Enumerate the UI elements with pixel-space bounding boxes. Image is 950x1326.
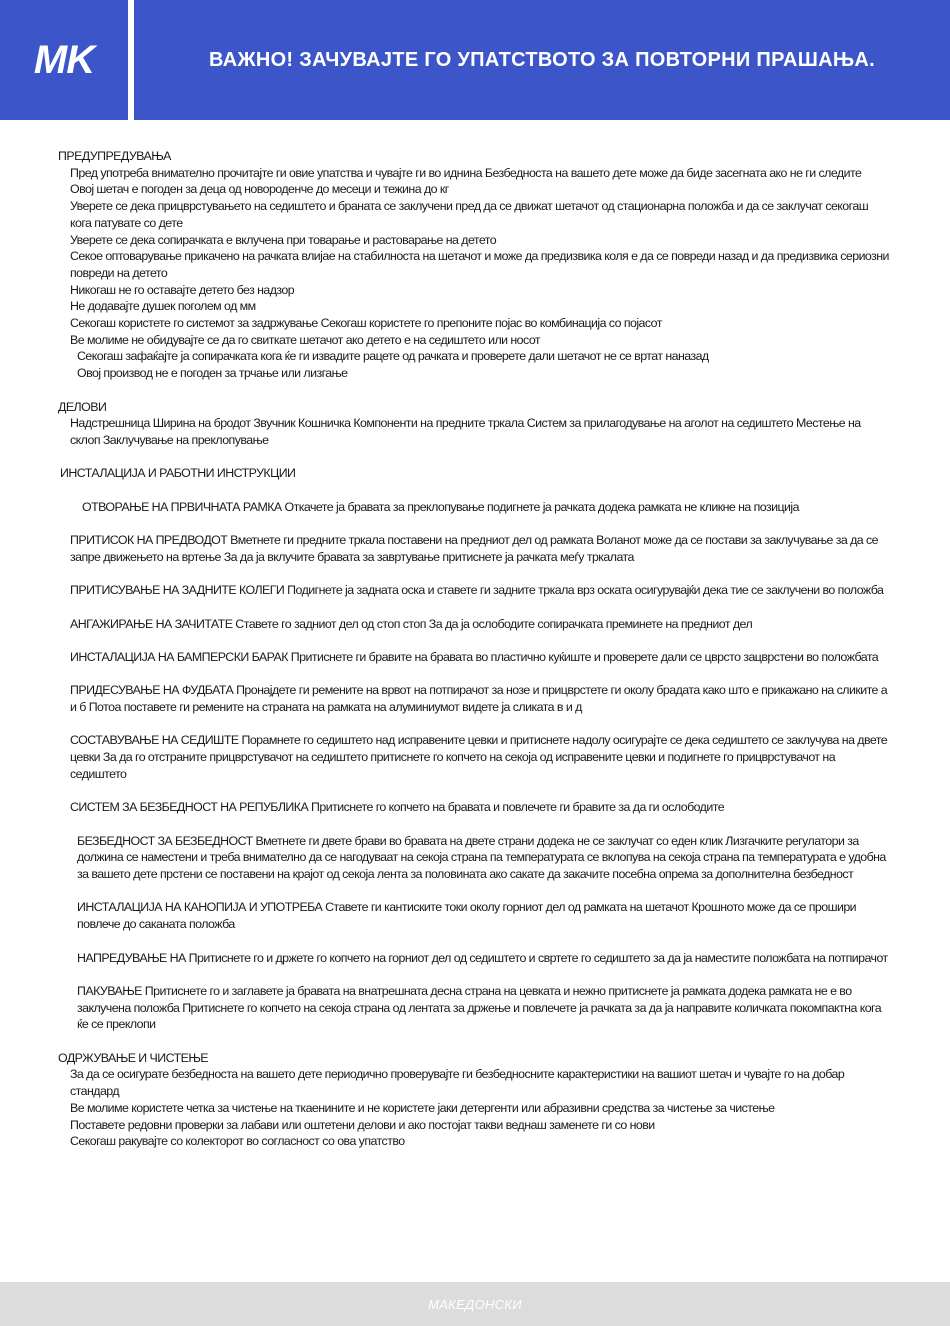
warning-item: Уверете се дека прицврстувањето на седиштето и браната се заклучени пред да се движат шетачот од стационарна положба и да се заклучат секогаш кога патувате со дете	[70, 199, 869, 230]
warning-item: Ве молиме не обидувајте се да го свиткате шетачот ако детето е на седиштето или носот	[70, 332, 541, 347]
instruction-item: АНГАЖИРАЊЕ НА ЗАЧИТАТЕ Ставете го задниот дел од стоп стоп За да ја ослободите сопирачката преминете на предниот дел	[70, 616, 753, 631]
warning-item: Пред употреба внимателно прочитајте ги овие упатства и чувајте ги во иднина Безбедноста на вашето дете може да биде засегната ако не ги следите	[70, 165, 862, 180]
section-heading-parts: ДЕЛОВИ	[58, 399, 107, 414]
instruction-item: БЕЗБЕДНОСТ ЗА БЕЗБЕДНОСТ Вметнете ги двете брави во бравата на двете страни додека не се заклучат со еден клик Лизгачките регулатори за должина се наместени и треба внимателно да се нагодуваат на секоја страна па температурата се вклопува на секоја страна па температурата е удобна за вашето дете прстени се поставени на крајот од секоја лента за половината ако сакате да закачите посебна опрема за дополнителна безбедност	[77, 833, 886, 882]
instruction-item: ИНСТАЛАЦИЈА НА КАНОПИЈА И УПОТРЕБА Ставете ги кантиските токи околу горниот дел од рамката на шетачот Крошното може да се прошири повлече до саканата положба	[77, 900, 857, 932]
maintenance-item: Секогаш ракувајте со колекторот во согласност со ова упатство	[70, 1134, 405, 1149]
page-header	[0, 0, 950, 120]
header-title-bar	[134, 0, 950, 120]
header-title: ВАЖНО! ЗАЧУВАЈТЕ ГО УПАТСТВОТО ЗА ПОВТОРНИ ПРАШАЊА.	[208, 48, 876, 71]
warning-item: Не додавајте душек поголем од мм	[70, 299, 256, 314]
language-code-badge	[0, 0, 128, 120]
instruction-item: ПРИДЕСУВАЊЕ НА ФУДБАТА Пронајдете ги ремените на врвот на потпирачот за нозе и прицврстете ги околу брадата како што е прикажано на сликите а и б Потоа поставете ги ремените на страната на рамката на алуминиумот видете ја сликата в и д	[70, 683, 888, 715]
instruction-item: ОТВОРАЊЕ НА ПРВИЧНАТА РАМКА Откачете ја бравата за преклопување подигнете ја рачката додека рамката не кликне на позиција	[82, 499, 799, 514]
maintenance-item: За да се осигурате безбедноста на вашето дете периодично проверувајте ги безбедносните карактеристики на вашиот шетач и чувајте го на добар стандард	[70, 1067, 845, 1099]
instruction-item: СОСТАВУВАЊЕ НА СЕДИШТЕ Порамнете го седиштето над исправените цевки и притиснете надолу осигурајте се дека седиштето се заклучува на двете цевки За да го отстраните прицврстувачот на седиштето притиснете го копчето на секоја од исправените цевки и подигнете го прицврстувачот на седиштето	[70, 733, 888, 781]
footer-language-label: МАКЕДОНСКИ	[428, 1296, 522, 1312]
maintenance-item: Ве молиме користете четка за чистење на ткаенините и не користете јаки детергенти или абразивни средства за чистење за чистење	[70, 1100, 775, 1115]
warning-item: Секое оптоварување прикачено на рачката влијае на стабилноста на шетачот и може да предизвика коля е да се повреди назад и да предизвика сериозни повреди на детето	[70, 249, 889, 280]
section-heading-instructions: ИНСТАЛАЦИЈА И РАБОТНИ ИНСТРУКЦИИ	[60, 466, 296, 481]
language-code: MK	[33, 37, 95, 82]
instruction-item: ПАКУВАЊЕ Притиснете го и заглавете ја бравата на внатрешната десна страна на цевката и нежно притиснете ја рамката додека рамката не е во заклучена положба Притиснете го копчето на секоја страна од лентата за држење и повлечете ја рачката за да ја направите количката покомпактна кога ќе се преклопи	[77, 983, 882, 1032]
instruction-item: СИСТЕМ ЗА БЕЗБЕДНОСТ НА РЕПУБЛИКА Притиснете го копчето на бравата и повлечете ги бравите за да ги ослободите	[70, 800, 725, 815]
parts-list: Надстрешница Ширина на бродот Звучник Кошничка Компоненти на предните тркала Систем за прилагодување на аголот на седиштето Местење на склоп Заклучување на преклопување	[70, 416, 861, 447]
warning-item: Овој шетач е погоден за деца од новороденче до месеци и тежина до кг	[70, 182, 449, 197]
warning-item: Овој производ не е погоден за трчање или лизгање	[77, 366, 348, 381]
document-body	[58, 148, 892, 1150]
warning-item: Никогаш не го оставајте детето без надзор	[70, 282, 295, 297]
instruction-item: ПРИТИСОК НА ПРЕДВОДОТ Вметнете ги предните тркала поставени на предниот дел од рамката Воланот може да се постави за заклучување за да се запре движењето на вртење За да ја вклучите бравата за завртување притиснете ја рачката меѓу тркалата	[70, 533, 878, 564]
warning-item: Секогаш користете го системот за задржување Секогаш користете го препоните појас во комбинација со појасот	[70, 316, 662, 331]
instruction-item: НАПРЕДУВАЊЕ НА Притиснете го и држете го копчето на горниот дел од седиштето и свртете го седиштето за да ја наместите положбата на потпирачот	[77, 950, 888, 965]
maintenance-item: Поставете редовни проверки за лабави или оштетени делови и ако постојат такви веднаш заменете ги со нови	[70, 1117, 655, 1132]
warning-item: Уверете се дека сопирачката е вклучена при товарање и растоварање на детето	[70, 232, 497, 247]
section-heading-maintenance: ОДРЖУВАЊЕ И ЧИСТЕЊЕ	[58, 1050, 209, 1065]
instruction-item: ИНСТАЛАЦИЈА НА БАМПЕРСКИ БАРАК Притиснете ги бравите на бравата во пластично куќиште и проверете дали се цврсто зацврстени во положбата	[70, 649, 879, 664]
instruction-item: ПРИТИСУВАЊЕ НА ЗАДНИТЕ КОЛЕГИ Подигнете ја задната оска и ставете ги задните тркала врз оската осигурувајќи дека тие се заклучени во положба	[70, 583, 884, 598]
section-heading-warnings: ПРЕДУПРЕДУВАЊА	[58, 149, 171, 163]
page-footer	[0, 1282, 950, 1326]
warning-item: Секогаш зафаќајте ја сопирачката кога ќе ги извадите рацете од рачката и проверете дали шетачот не се вртат наназад	[77, 349, 709, 364]
